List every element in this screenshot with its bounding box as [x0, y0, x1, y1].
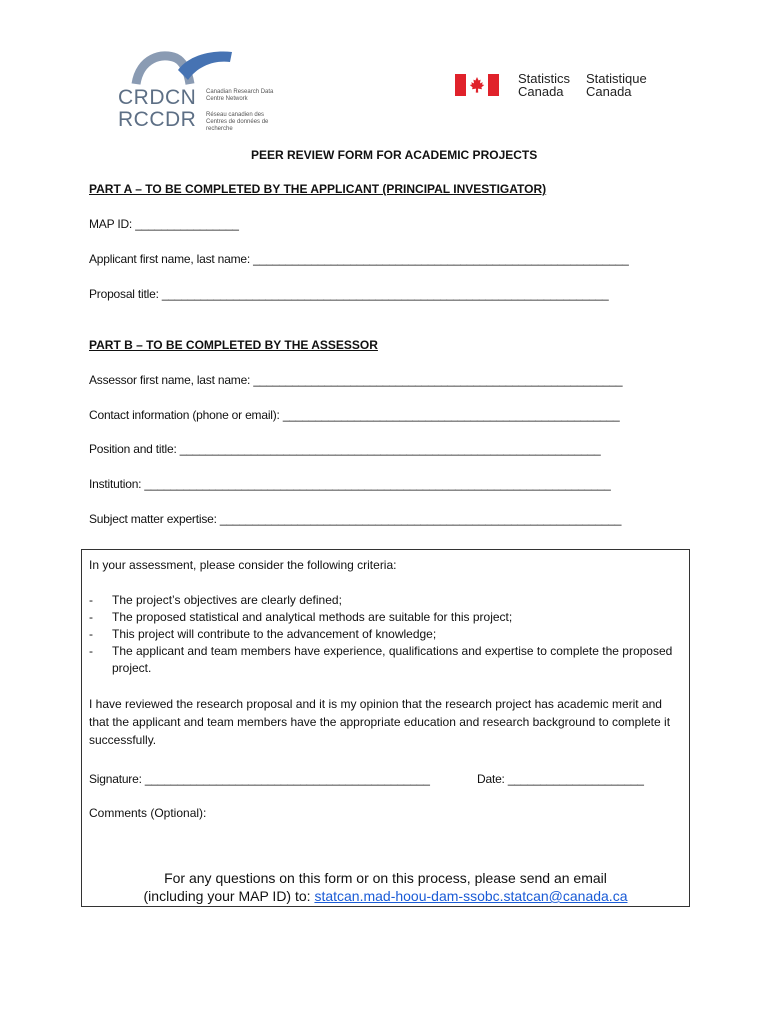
signature-field[interactable]: Signature: ____________________________________________: [89, 772, 430, 786]
rccdr-subtitle: Réseau canadien des Centres de données de recherche: [206, 112, 269, 132]
proposal-title-field[interactable]: Proposal title: _____________________________________________________________________: [89, 287, 609, 301]
crdcn-arcs-icon: [118, 44, 238, 88]
statistics-canada-en: [518, 72, 570, 98]
criteria-text: This project will contribute to the advancement of knowledge;: [112, 627, 437, 641]
statistics-canada-logo: [455, 72, 655, 104]
crdcn-text: CRDCN: [118, 86, 197, 109]
part-b-heading: PART B – TO BE COMPLETED BY THE ASSESSOR: [89, 338, 378, 352]
criteria-text: The proposed statistical and analytical methods are suitable for this project;: [112, 610, 513, 624]
list-dash: -: [89, 593, 93, 607]
statcan-en-line1: Statistics: [518, 71, 571, 86]
list-dash: -: [89, 644, 93, 658]
comments-label: Comments (Optional):: [89, 806, 207, 820]
statcan-en-line2: Canada: [518, 84, 564, 99]
statcan-fr-line1: Statistique: [586, 71, 647, 86]
criteria-list-item: [89, 643, 679, 677]
rccdr-text: RCCDR: [118, 108, 197, 131]
position-title-field[interactable]: Position and title: _________________________________________________________________: [89, 442, 601, 456]
assessment-criteria-box: [81, 549, 690, 907]
footer-prefix: (including your MAP ID) to:: [143, 888, 315, 904]
part-a-heading: PART A – TO BE COMPLETED BY THE APPLICANT (PRINCIPAL INVESTIGATOR): [89, 182, 547, 196]
canada-flag-icon: [455, 74, 499, 96]
statcan-fr-line2: Canada: [586, 84, 632, 99]
rccdr-wordmark: [118, 108, 196, 132]
criteria-list-item: [89, 609, 679, 626]
criteria-list-item: [89, 626, 679, 643]
criteria-text: The applicant and team members have experience, qualifications and expertise to complete the proposed project.: [112, 644, 673, 675]
criteria-list-item: [89, 592, 679, 609]
assessor-name-field[interactable]: Assessor first name, last name: _________________________________________________________: [89, 373, 623, 387]
applicant-name-field[interactable]: Applicant first name, last name: __________________________________________________________: [89, 252, 629, 266]
footer-line-1: For any questions on this form or on this process, please send an email: [164, 870, 607, 886]
contact-information-field[interactable]: Contact information (phone or email): ____________________________________________________: [89, 408, 620, 422]
list-dash: -: [89, 610, 93, 624]
footer-line-2: [82, 887, 689, 905]
criteria-list: [89, 592, 679, 677]
form-title: PEER REVIEW FORM FOR ACADEMIC PROJECTS: [251, 148, 538, 162]
criteria-intro: In your assessment, please consider the following criteria:: [89, 558, 397, 572]
institution-field[interactable]: Institution: ________________________________________________________________________: [89, 477, 611, 491]
crdcn-subtitle: Canadian Research Data Centre Network: [206, 89, 274, 102]
statistique-canada-fr: [586, 72, 647, 98]
crdcn-wordmark: [118, 86, 196, 110]
subject-matter-expertise-field[interactable]: Subject matter expertise: ______________________________________________________________: [89, 512, 622, 526]
contact-email-link[interactable]: statcan.mad-hoou-dam-ssobc.statcan@canada.ca: [314, 888, 628, 904]
crdcn-logo: [118, 44, 278, 136]
list-dash: -: [89, 627, 93, 641]
date-field[interactable]: Date: _____________________: [477, 772, 644, 786]
map-id-field[interactable]: MAP ID: ________________: [89, 217, 239, 231]
criteria-text: The project’s objectives are clearly defined;: [112, 593, 342, 607]
assessor-statement: I have reviewed the research proposal and it is my opinion that the research project has academic merit and that the applicant and team members have the appropriate education and research background to complete it successfully.: [89, 697, 671, 747]
contact-footer: [82, 869, 689, 905]
